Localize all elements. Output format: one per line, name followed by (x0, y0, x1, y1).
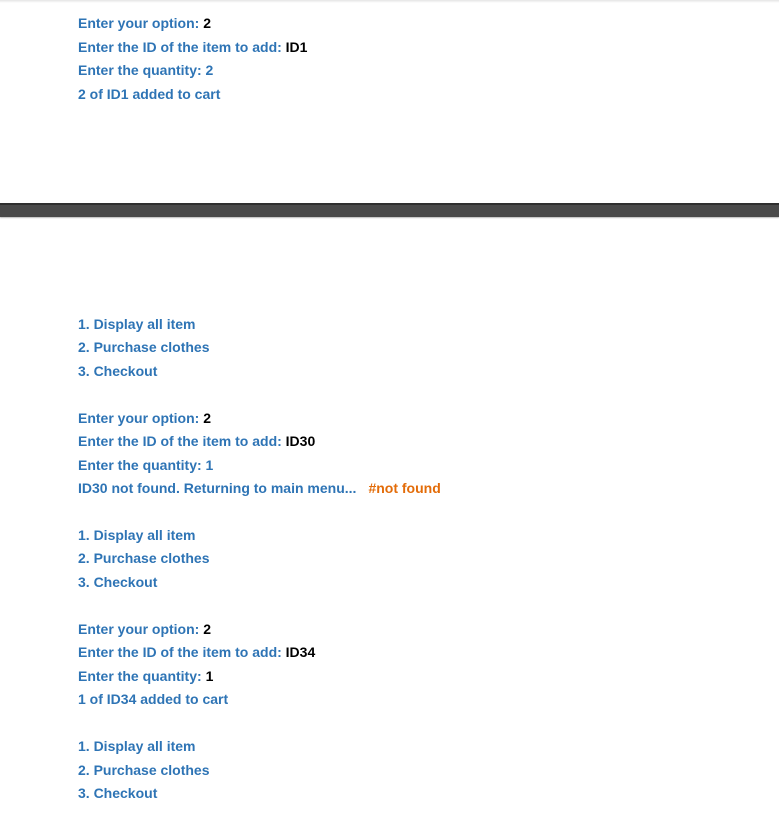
page-break-divider (0, 203, 779, 217)
id-input-value: ID30 (285, 433, 316, 449)
id-prompt: Enter the ID of the item to add: (78, 39, 286, 55)
menu-item-purchase: 2. Purchase clothes (78, 339, 210, 355)
id-input-value: ID1 (285, 39, 308, 55)
menu-item-checkout: 3. Checkout (78, 574, 158, 590)
menu-item-display-all: 1. Display all item (78, 316, 196, 332)
quantity-prompt-line (78, 667, 213, 685)
option-input-value: 2 (203, 15, 212, 31)
not-found-comment: #not found (368, 480, 441, 496)
not-found-message: ID30 not found. Returning to main menu... (78, 480, 357, 496)
option-prompt: Enter your option: (78, 15, 204, 31)
quantity-line: Enter the quantity: 1 (78, 457, 214, 473)
option-prompt-line (78, 14, 211, 32)
menu-item-display-all: 1. Display all item (78, 527, 196, 543)
id-prompt-line (78, 38, 307, 56)
option-prompt-line (78, 409, 211, 427)
menu-item-display-all: 1. Display all item (78, 738, 196, 754)
id-prompt-line (78, 432, 315, 450)
option-input-value: 2 (203, 410, 212, 426)
id-prompt: Enter the ID of the item to add: (78, 433, 286, 449)
top-edge-shadow (0, 0, 779, 3)
menu-item-checkout: 3. Checkout (78, 785, 158, 801)
option-prompt: Enter your option: (78, 621, 204, 637)
id-prompt: Enter the ID of the item to add: (78, 644, 286, 660)
menu-item-checkout: 3. Checkout (78, 363, 158, 379)
id-input-value: ID34 (285, 644, 316, 660)
option-input-value: 2 (203, 621, 212, 637)
quantity-prompt: Enter the quantity: (78, 668, 206, 684)
id-prompt-line (78, 643, 315, 661)
menu-item-purchase: 2. Purchase clothes (78, 762, 210, 778)
option-prompt: Enter your option: (78, 410, 204, 426)
result-line: 2 of ID1 added to cart (78, 86, 221, 102)
result-line: 1 of ID34 added to cart (78, 691, 229, 707)
option-prompt-line (78, 620, 211, 638)
quantity-line: Enter the quantity: 2 (78, 62, 214, 78)
menu-item-purchase: 2. Purchase clothes (78, 550, 210, 566)
not-found-line (78, 479, 441, 497)
quantity-input-value: 1 (205, 668, 214, 684)
